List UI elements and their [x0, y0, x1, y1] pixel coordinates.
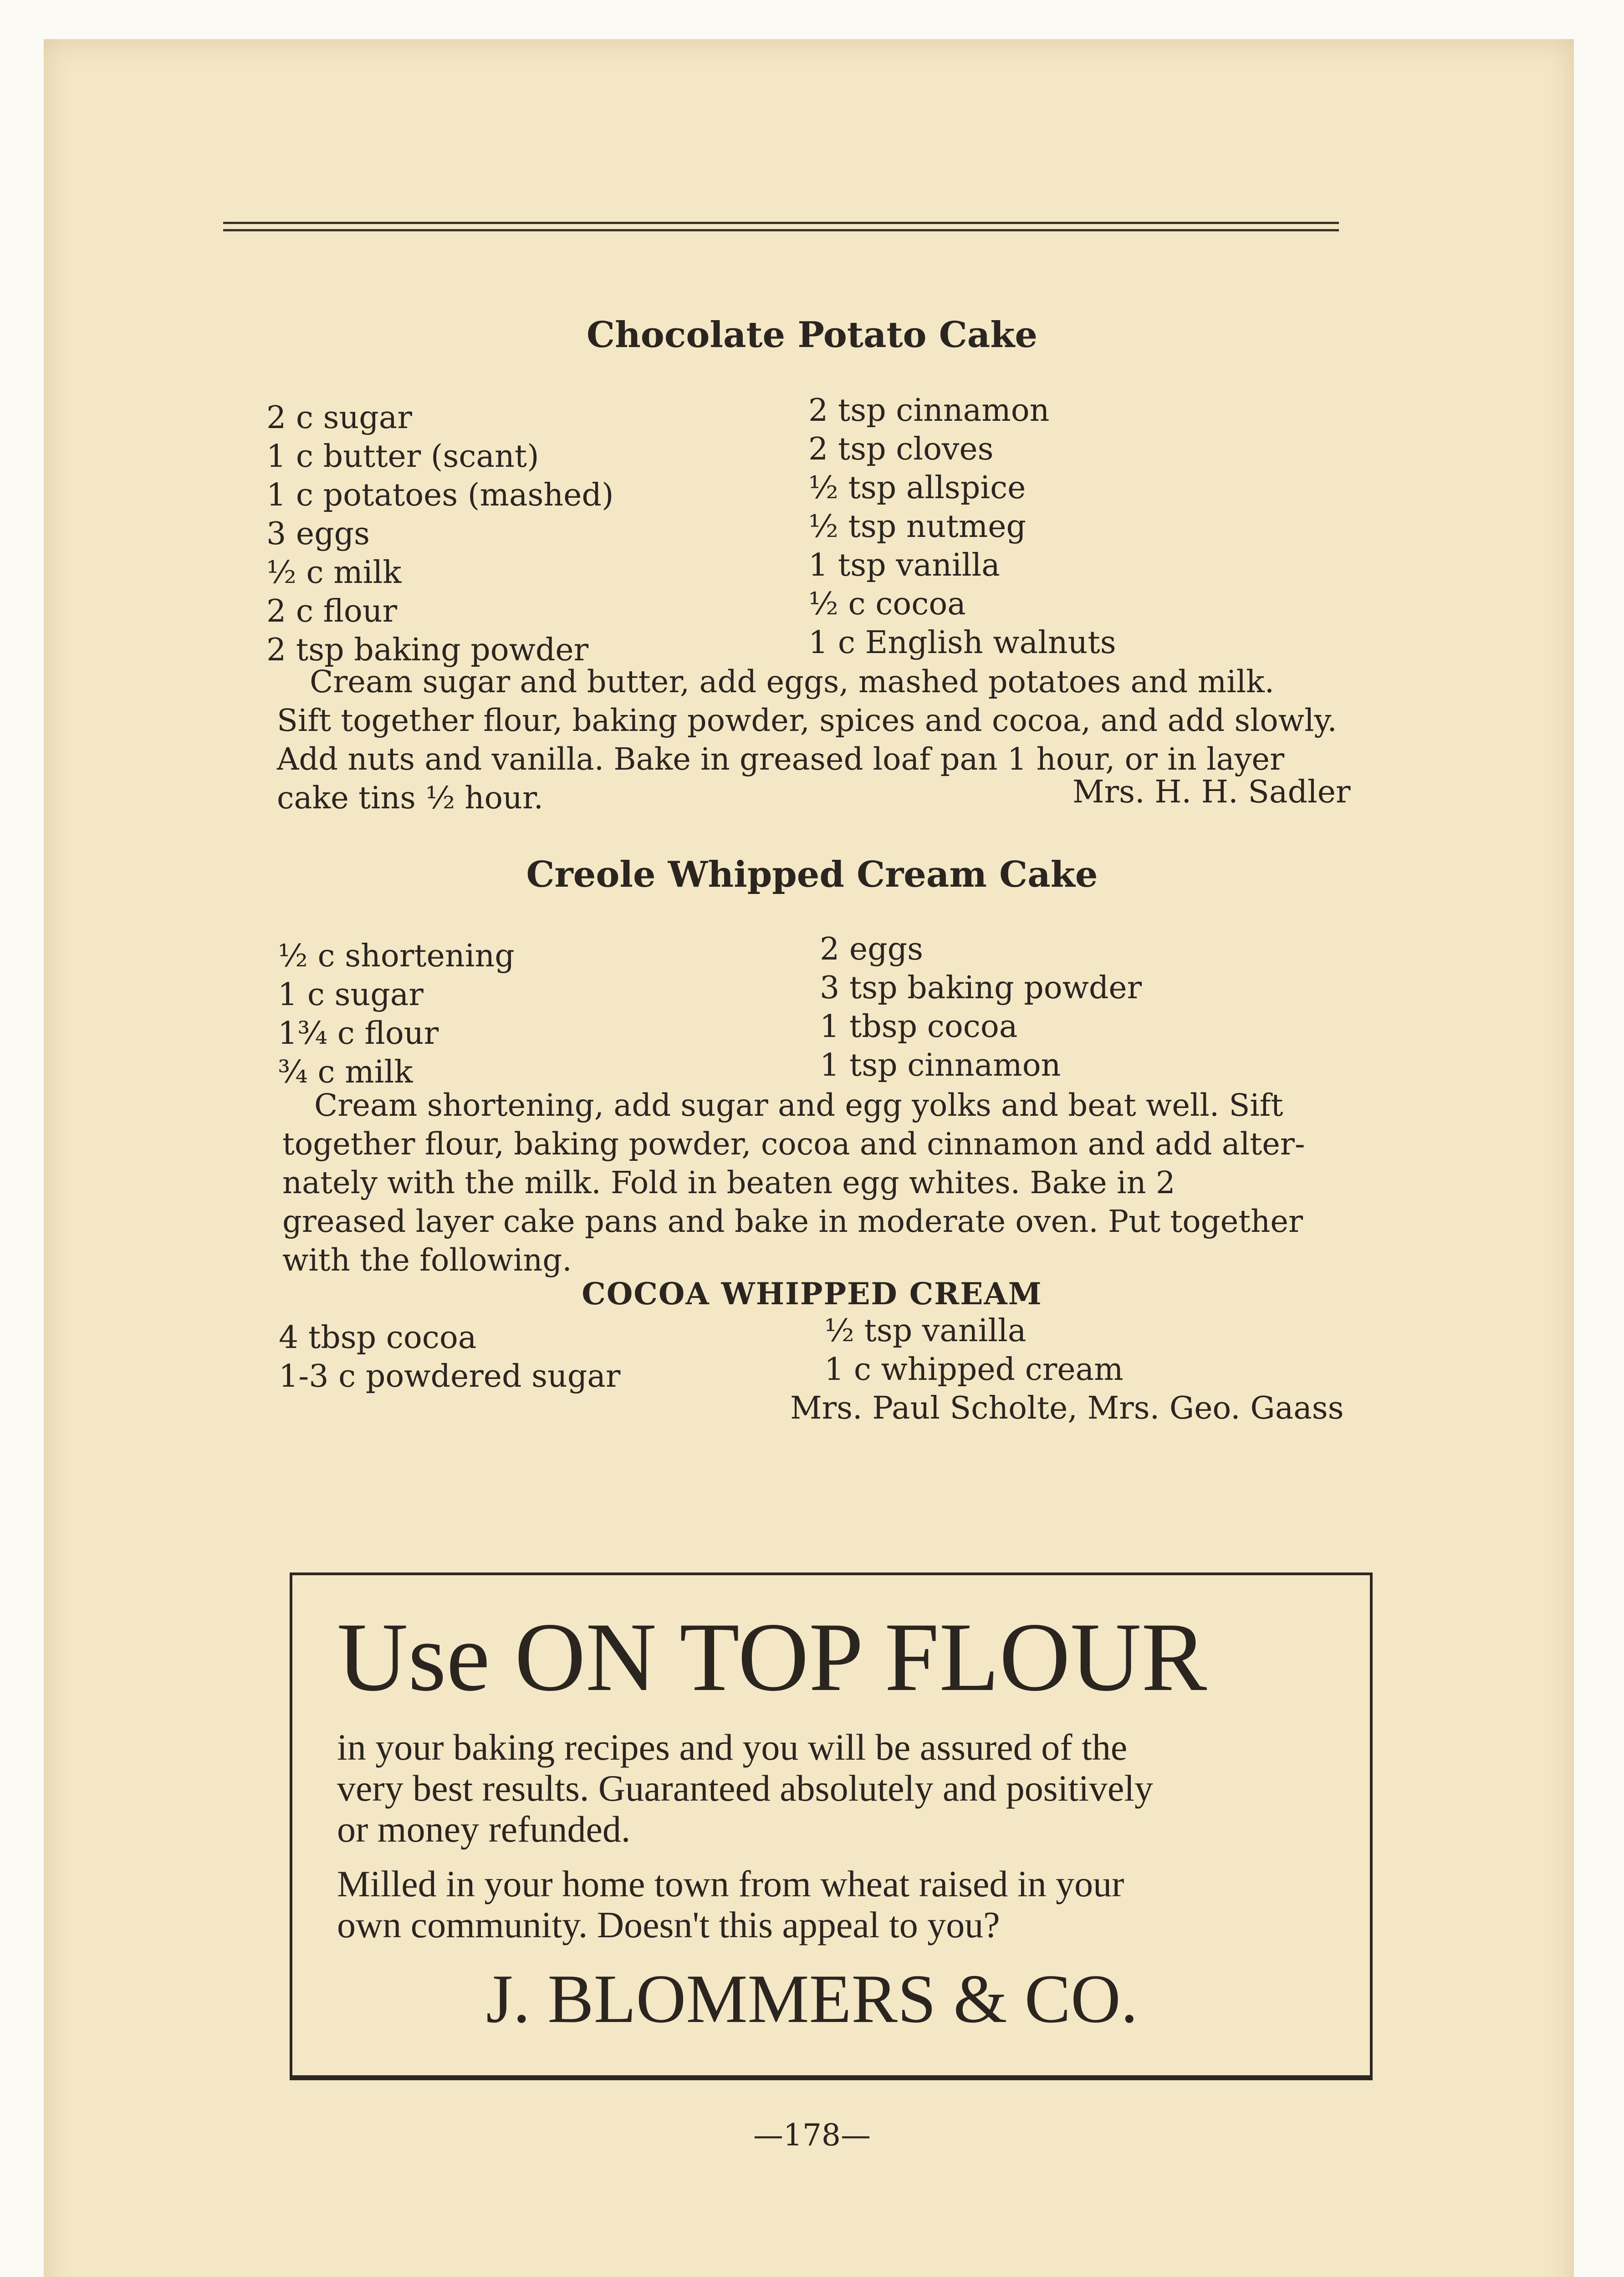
recipe-title-chocolate-potato-cake: Chocolate Potato Cake: [587, 314, 1037, 356]
ingredient: ½ tsp nutmeg: [808, 509, 1026, 545]
ad-signature: J. BLOMMERS & CO.: [486, 1960, 1138, 2037]
ingredient: 1 tbsp cocoa: [820, 1009, 1018, 1045]
ingredient: ½ c cocoa: [808, 586, 966, 622]
instruction-line: Sift together flour, baking powder, spices and cocoa, and add slowly.: [277, 703, 1337, 738]
ingredient: 2 c flour: [266, 593, 398, 629]
ingredient: 1 c sugar: [278, 977, 424, 1013]
recipe-title-creole-whipped-cream-cake: Creole Whipped Cream Cake: [526, 854, 1098, 895]
ad-text-line: or money refunded.: [337, 1808, 631, 1850]
ad-text-line: own community. Doesn't this appeal to you?: [337, 1904, 1000, 1945]
ingredient: 1 c English walnuts: [808, 625, 1116, 661]
ingredient: 1 c butter (scant): [266, 439, 539, 475]
ingredient: 2 eggs: [820, 931, 924, 967]
ad-text-line: very best results. Guaranteed absolutely and positively: [337, 1767, 1154, 1809]
ingredient: 3 eggs: [266, 516, 370, 552]
ingredient: 2 tsp baking powder: [266, 632, 589, 668]
recipe-credit: Mrs. H. H. Sadler: [1072, 774, 1351, 810]
ingredient: 1 tsp vanilla: [808, 547, 1000, 583]
ingredient: 3 tsp baking powder: [820, 970, 1142, 1006]
ingredient: 1 c potatoes (mashed): [266, 477, 614, 513]
sub-recipe-title: COCOA WHIPPED CREAM: [582, 1276, 1042, 1312]
instruction-line: nately with the milk. Fold in beaten egg whites. Bake in 2: [282, 1165, 1175, 1200]
ingredient: ½ c milk: [266, 555, 402, 591]
instruction-line: cake tins ½ hour.: [277, 780, 544, 816]
ingredient: ¾ c milk: [278, 1054, 413, 1090]
ad-headline: Use ON TOP FLOUR: [337, 1603, 1207, 1711]
ad-text-line: in your baking recipes and you will be assured of the: [337, 1726, 1128, 1768]
ad-text-line: Milled in your home town from wheat raised in your: [337, 1863, 1124, 1904]
ingredient: ½ tsp allspice: [808, 470, 1026, 506]
instruction-line: greased layer cake pans and bake in moderate oven. Put together: [282, 1204, 1303, 1239]
ingredient: 1 tsp cinnamon: [820, 1047, 1061, 1083]
instruction-line: Add nuts and vanilla. Bake in greased loaf pan 1 hour, or in layer: [277, 741, 1285, 777]
top-rule-second: [223, 229, 1339, 231]
instruction-line: with the following.: [282, 1242, 572, 1278]
ingredient: ½ tsp vanilla: [824, 1313, 1026, 1349]
ingredient: 1¾ c flour: [278, 1016, 439, 1052]
page-number: —178—: [753, 2118, 871, 2153]
ingredient: 4 tbsp cocoa: [279, 1320, 477, 1356]
ingredient: 1 c whipped cream: [824, 1352, 1124, 1388]
recipe-credit: Mrs. Paul Scholte, Mrs. Geo. Gaass: [790, 1390, 1344, 1426]
instruction-line: together flour, baking powder, cocoa and cinnamon and add alter-: [282, 1126, 1305, 1162]
ingredient: 2 tsp cinnamon: [808, 393, 1050, 429]
ingredient: 2 tsp cloves: [808, 431, 994, 467]
ingredient: 2 c sugar: [266, 400, 412, 436]
ingredient: ½ c shortening: [278, 938, 515, 974]
instruction-line: Cream sugar and butter, add eggs, mashed potatoes and milk.: [310, 664, 1275, 699]
top-rule: [223, 222, 1339, 224]
ingredient: 1-3 c powdered sugar: [279, 1358, 621, 1394]
instruction-line: Cream shortening, add sugar and egg yolks and beat well. Sift: [314, 1087, 1283, 1123]
